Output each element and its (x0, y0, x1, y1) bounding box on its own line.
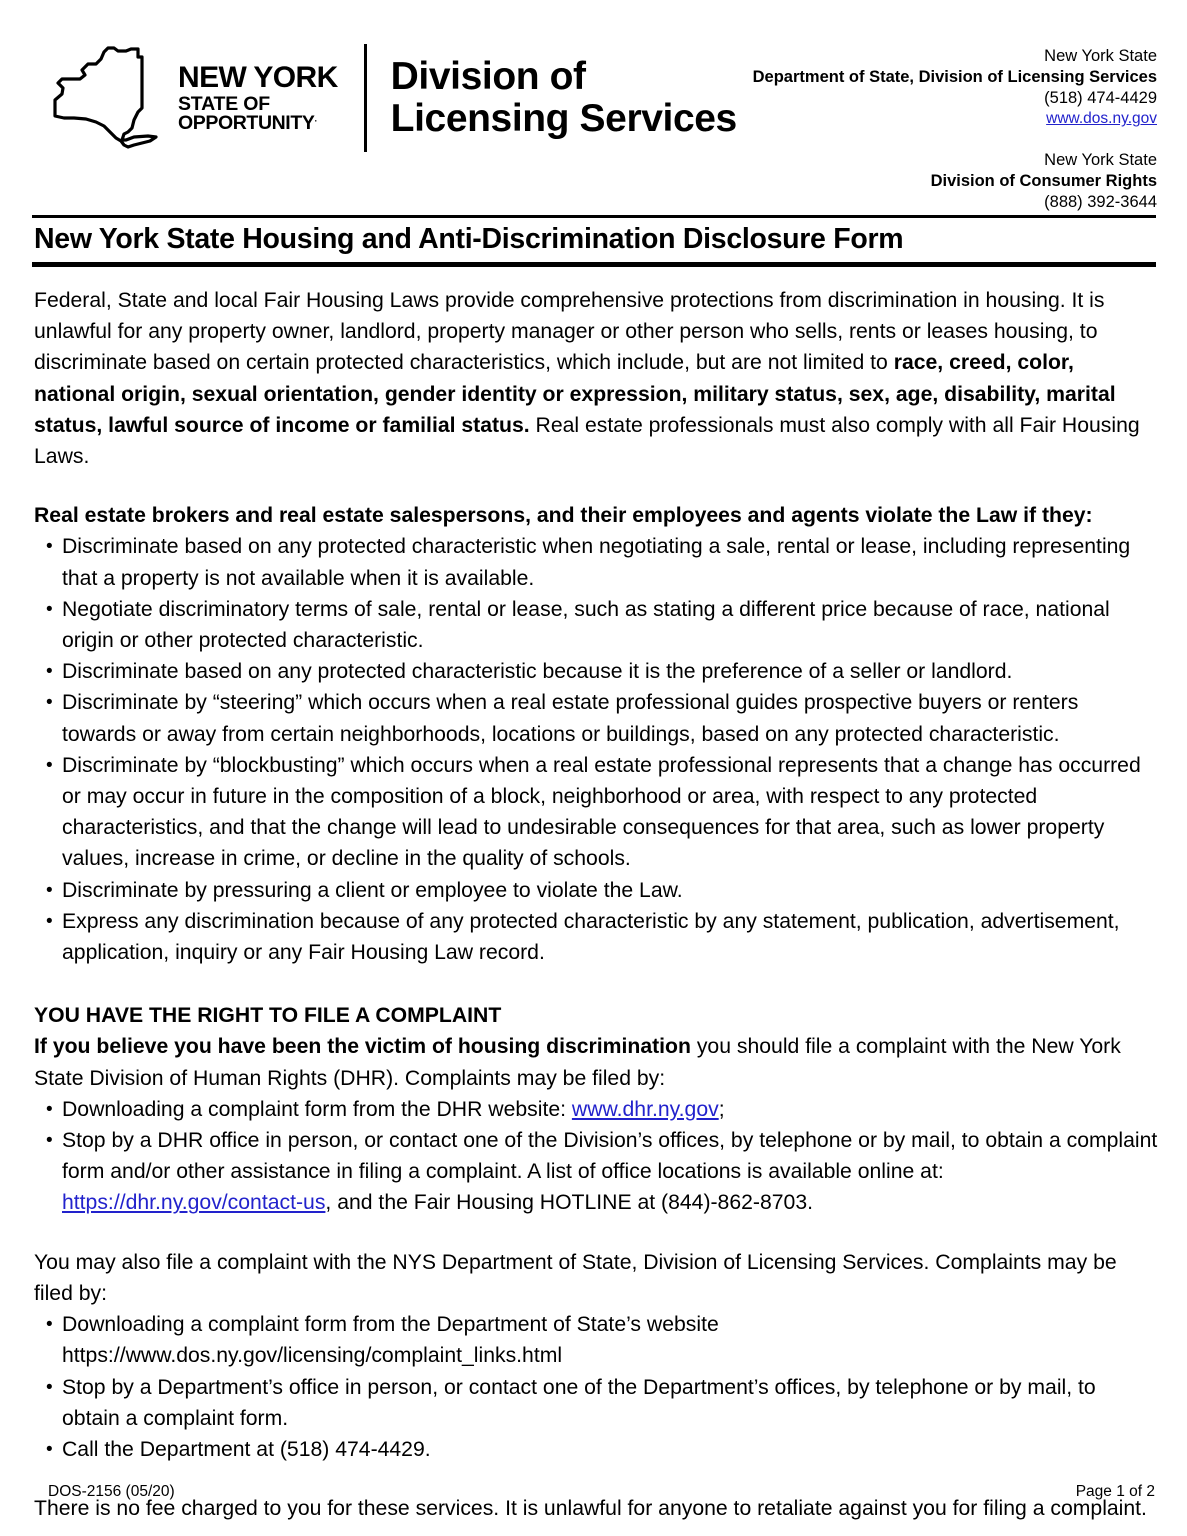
list-item: • Call the Department at (518) 474-4429. (34, 1434, 1158, 1465)
division-of-licensing-services-title (391, 56, 737, 139)
intro-paragraph (34, 285, 1158, 472)
header-contact-block (753, 46, 1157, 213)
nys-logo (52, 42, 737, 154)
complaint-lead-bold: If you believe you have been the victim of housing discrimination (34, 1035, 691, 1059)
contact-state-1: New York State (1044, 47, 1157, 65)
contact-consumer-rights: Division of Consumer Rights (930, 171, 1157, 190)
dhr-bullet2-suffix: , and the Fair Housing HOTLINE at (844)-862-8703. (325, 1191, 813, 1215)
list-item: • Discriminate by “steering” which occurs when a real estate professional guides prospective buyers or renters towards or away from certain neighborhoods, locations or buildings, based on any protected characteristic. (34, 687, 1158, 749)
division-title-line2: Licensing Services (390, 97, 737, 140)
body-spacer-1 (34, 472, 1158, 500)
list-item: • Discriminate by “blockbusting” which occurs when a real estate professional represents that a change has occurred or may occur in future in the composition of a block, neighborhood or area, with respect to any protected characteristics, and that the change will lead to undesirable consequences for that area, such as lower property values, increase in crime, or decline in the quality of schools. (34, 750, 1158, 875)
list-item: • Discriminate based on any protected characteristic because it is the preference of a seller or landlord. (34, 656, 1158, 687)
page-title: New York State Housing and Anti-Discrimination Disclosure Form (34, 223, 904, 255)
wordmark-new-york: NEW YORK (178, 60, 338, 94)
intro-protected-characteristics: race, creed, color, national origin, sexual orientation, gender identity or expression, military status, sex, age, disability, marital status, lawful source of income or familial status. (34, 351, 1116, 437)
title-rule-top (32, 215, 1156, 218)
closing-paragraph: There is no fee charged to you for these services. It is unlawful for anyone to retaliate against you for filing a complaint. (34, 1497, 1147, 1521)
list-item (34, 1125, 1158, 1219)
new-york-state-outline-icon (52, 42, 174, 154)
contact-phone-dls: (518) 474-4429 (1044, 89, 1157, 108)
list-item: • Discriminate based on any protected characteristic when negotiating a sale, rental or lease, including representing that a property is not available when it is available. (34, 531, 1158, 593)
list-item (34, 1094, 1158, 1125)
dhr-bullet1-suffix: ; (718, 1097, 725, 1121)
dos-complaint-bullet-list (34, 1309, 1158, 1465)
dhr-complaint-bullet-list (34, 1094, 1158, 1219)
intro-part2: Real estate professionals must also comply with all Fair Housing Laws. (34, 413, 1140, 469)
dos-bullet1-line1: Downloading a complaint form from the Department of State’s website (62, 1313, 719, 1337)
list-item: • Negotiate discriminatory terms of sale, rental or lease, such as stating a different price because of race, national origin or other protected characteristic. (34, 594, 1158, 656)
page-number: Page 1 of 2 (1075, 1483, 1155, 1500)
complaint-lead-rest: you should file a complaint with the New York State Division of Human Rights (DHR). Complaints may be filed by: (34, 1035, 1121, 1090)
title-rule-bottom (32, 262, 1156, 267)
dos-complaint-url: https://www.dos.ny.gov/licensing/complaint_links.html (62, 1344, 563, 1368)
contact-department: Department of State, Division of Licensing Services (752, 68, 1157, 87)
dhr-contact-us-link[interactable]: https://dhr.ny.gov/contact-us (62, 1191, 326, 1215)
nys-wordmark (178, 60, 338, 134)
wordmark-opportunity: OPPORTUNITY. (178, 112, 317, 134)
dhr-bullet1-text: Downloading a complaint form from the DHR website: (62, 1097, 572, 1121)
document-footer (48, 1483, 1155, 1501)
dos-complaint-intro: You may also file a complaint with the NYS Department of State, Division of Licensing Services. Complaints may be filed by: (34, 1250, 1117, 1305)
list-item: • Stop by a Department’s office in person, or contact one of the Department’s offices, by telephone or by mail, to obtain a complaint form. (34, 1372, 1158, 1434)
dhr-bullet2-text: Stop by a DHR office in person, or contact one of the Division’s offices, by telephone or by mail, to obtain a complaint form and/or other assistance in filing a complaint. A list of office locations is available online at: (62, 1129, 1158, 1184)
dos-website-link[interactable]: www.dos.ny.gov (1046, 110, 1157, 128)
contact-phone-consumer: (888) 392-3644 (1044, 193, 1157, 212)
list-item: • Discriminate by pressuring a client or employee to violate the Law. (34, 875, 1158, 906)
division-title-line1: Division of (390, 55, 586, 99)
logo-vertical-divider (364, 44, 367, 152)
body-spacer-3 (34, 1219, 1158, 1247)
list-item (34, 1309, 1158, 1371)
intro-part1: Federal, State and local Fair Housing Laws provide comprehensive protections from discrimination in housing. It is unlawful for any property owner, landlord, property manager or other person who sells, rents or leases housing, to discriminate based on certain protected characteristics, which include, but are not limited to (34, 289, 1105, 375)
dhr-website-link[interactable]: www.dhr.ny.gov (571, 1097, 719, 1121)
complaint-heading: YOU HAVE THE RIGHT TO FILE A COMPLAINT (34, 1004, 502, 1028)
body-spacer-2 (34, 968, 1158, 1000)
contact-state-2: New York State (1044, 150, 1157, 169)
document-body (34, 285, 1158, 1524)
form-id: DOS-2156 (05/20) (48, 1483, 175, 1500)
contact-block-spacer (753, 130, 1157, 150)
document-header (0, 0, 1187, 212)
violation-heading: Real estate brokers and real estate salespersons, and their employees and agents violate the Law if they: (34, 504, 1093, 528)
wordmark-state-of: STATE OF (178, 92, 270, 115)
violation-bullet-list (34, 531, 1158, 968)
complaint-lead-paragraph (34, 1031, 1158, 1093)
list-item: • Express any discrimination because of any protected characteristic by any statement, publication, advertisement, application, inquiry or any Fair Housing Law record. (34, 906, 1158, 968)
